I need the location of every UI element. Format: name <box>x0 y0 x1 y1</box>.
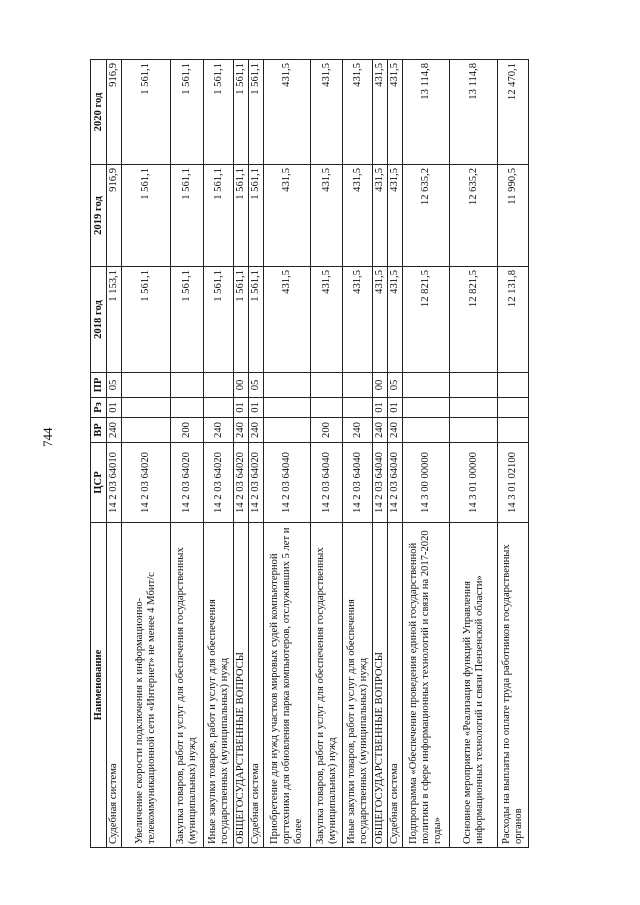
cell-2019: 12 635,2 <box>450 165 498 267</box>
cell-vr <box>450 418 498 443</box>
cell-pr <box>498 373 529 398</box>
cell-pr <box>171 373 204 398</box>
table-row <box>204 60 234 848</box>
cell-pr <box>343 373 373 398</box>
cell-vr: 240 <box>107 418 122 443</box>
cell-pr <box>264 373 311 398</box>
cell-2019: 11 990,5 <box>498 165 529 267</box>
cell-csr: 14 2 03 64040 <box>343 443 373 523</box>
cell-2020: 431,5 <box>373 60 388 165</box>
cell-pr: 05 <box>107 373 122 398</box>
table-row <box>122 60 171 848</box>
cell-rz <box>171 398 204 418</box>
table-row <box>450 60 498 848</box>
cell-rz <box>498 398 529 418</box>
cell-2020: 1 561,1 <box>122 60 171 165</box>
cell-rz: 01 <box>249 398 264 418</box>
cell-2020: 431,5 <box>388 60 403 165</box>
cell-name: Подпрограмма «Обеспечение проведения единой государственной политики в сфере информационных технологий и связи на 2017-2020 годы» <box>403 523 450 848</box>
cell-rz <box>264 398 311 418</box>
cell-2019: 431,5 <box>373 165 388 267</box>
cell-vr: 240 <box>204 418 234 443</box>
cell-vr: 200 <box>171 418 204 443</box>
table-row <box>403 60 450 848</box>
cell-csr: 14 2 03 64010 <box>107 443 122 523</box>
cell-name: Судебная система <box>249 523 264 848</box>
cell-csr: 14 2 03 64020 <box>171 443 204 523</box>
cell-vr <box>264 418 311 443</box>
cell-2018: 1 561,1 <box>122 267 171 373</box>
cell-csr: 14 2 03 64020 <box>234 443 249 523</box>
header-2018: 2018 год <box>91 267 107 373</box>
cell-rz <box>204 398 234 418</box>
header-2020: 2020 год <box>91 60 107 165</box>
table-row <box>264 60 311 848</box>
cell-2018: 431,5 <box>343 267 373 373</box>
cell-2020: 431,5 <box>311 60 343 165</box>
header-vr: ВР <box>91 418 107 443</box>
cell-name: ОБЩЕГОСУДАРСТВЕННЫЕ ВОПРОСЫ <box>373 523 388 848</box>
cell-2019: 12 635,2 <box>403 165 450 267</box>
cell-2018: 12 821,5 <box>403 267 450 373</box>
cell-2020: 431,5 <box>264 60 311 165</box>
cell-name: Иные закупки товаров, работ и услуг для обеспечения государственных (муниципальных) нужд <box>204 523 234 848</box>
cell-vr <box>403 418 450 443</box>
cell-csr: 14 2 03 64020 <box>122 443 171 523</box>
cell-pr <box>204 373 234 398</box>
table-row <box>171 60 204 848</box>
cell-2020: 12 470,1 <box>498 60 529 165</box>
cell-2019: 1 561,1 <box>122 165 171 267</box>
cell-name: Приобретение для нужд участков мировых судей компьютерной оргтехники для обновления парка компьютеров, отслуживших 5 лет и более <box>264 523 311 848</box>
cell-pr <box>450 373 498 398</box>
cell-name: Закупка товаров, работ и услуг для обеспечения государственных (муниципальных) нужд <box>311 523 343 848</box>
cell-vr: 200 <box>311 418 343 443</box>
cell-2019: 431,5 <box>264 165 311 267</box>
cell-rz <box>450 398 498 418</box>
cell-rz: 01 <box>107 398 122 418</box>
cell-csr: 14 3 00 00000 <box>403 443 450 523</box>
cell-2019: 431,5 <box>311 165 343 267</box>
cell-vr <box>498 418 529 443</box>
cell-2018: 431,5 <box>388 267 403 373</box>
cell-vr: 240 <box>373 418 388 443</box>
cell-2019: 431,5 <box>343 165 373 267</box>
cell-2019: 1 561,1 <box>171 165 204 267</box>
cell-2018: 431,5 <box>264 267 311 373</box>
cell-2020: 13 114,8 <box>450 60 498 165</box>
header-2019: 2019 год <box>91 165 107 267</box>
cell-2018: 431,5 <box>311 267 343 373</box>
cell-rz <box>122 398 171 418</box>
cell-rz <box>403 398 450 418</box>
cell-vr <box>122 418 171 443</box>
cell-csr: 14 3 01 00000 <box>450 443 498 523</box>
cell-rz: 01 <box>373 398 388 418</box>
cell-2020: 13 114,8 <box>403 60 450 165</box>
cell-pr: 05 <box>388 373 403 398</box>
cell-2020: 1 561,1 <box>234 60 249 165</box>
table-row <box>234 60 249 848</box>
table-header-row <box>91 60 107 848</box>
cell-rz: 01 <box>234 398 249 418</box>
table-row <box>498 60 529 848</box>
table-row <box>343 60 373 848</box>
cell-name: Расходы на выплаты по оплате труда работников государственных органов <box>498 523 529 848</box>
cell-2018: 12 131,8 <box>498 267 529 373</box>
cell-csr: 14 2 03 64020 <box>204 443 234 523</box>
cell-csr: 14 2 03 64040 <box>311 443 343 523</box>
cell-pr <box>122 373 171 398</box>
table-row <box>311 60 343 848</box>
cell-2018: 1 561,1 <box>234 267 249 373</box>
cell-2020: 1 561,1 <box>204 60 234 165</box>
cell-rz <box>343 398 373 418</box>
cell-2020: 1 561,1 <box>171 60 204 165</box>
header-pr: ПР <box>91 373 107 398</box>
cell-csr: 14 2 03 64020 <box>249 443 264 523</box>
table-row <box>249 60 264 848</box>
cell-name: ОБЩЕГОСУДАРСТВЕННЫЕ ВОПРОСЫ <box>234 523 249 848</box>
cell-2019: 431,5 <box>388 165 403 267</box>
cell-vr: 240 <box>249 418 264 443</box>
cell-vr: 240 <box>343 418 373 443</box>
cell-2018: 12 821,5 <box>450 267 498 373</box>
table-row <box>373 60 388 848</box>
cell-pr: 05 <box>249 373 264 398</box>
cell-name: Увеличение скорости подключения к информационно-телекоммуникационной сети «Интернет» не менее 4 Мбит/с <box>122 523 171 848</box>
cell-pr <box>403 373 450 398</box>
cell-rz <box>311 398 343 418</box>
cell-2020: 916,9 <box>107 60 122 165</box>
cell-pr <box>311 373 343 398</box>
table-body <box>107 60 529 848</box>
cell-csr: 14 2 03 64040 <box>388 443 403 523</box>
table-row <box>107 60 122 848</box>
cell-2019: 1 561,1 <box>249 165 264 267</box>
budget-table <box>90 59 529 848</box>
table-row <box>388 60 403 848</box>
cell-name: Судебная система <box>388 523 403 848</box>
cell-csr: 14 3 01 02100 <box>498 443 529 523</box>
cell-rz: 01 <box>388 398 403 418</box>
budget-table-container <box>90 60 524 848</box>
cell-vr: 240 <box>388 418 403 443</box>
cell-2018: 431,5 <box>373 267 388 373</box>
cell-pr: 00 <box>373 373 388 398</box>
cell-name: Основное мероприятие «Реализация функций Управления информационных технологий и связи Пензенской области» <box>450 523 498 848</box>
cell-csr: 14 2 03 64040 <box>264 443 311 523</box>
header-name: Наименование <box>91 523 107 848</box>
cell-name: Иные закупки товаров, работ и услуг для обеспечения государственных (муниципальных) нужд <box>343 523 373 848</box>
cell-2018: 1 561,1 <box>249 267 264 373</box>
cell-csr: 14 2 03 64040 <box>373 443 388 523</box>
cell-2019: 1 561,1 <box>204 165 234 267</box>
cell-2018: 1 561,1 <box>204 267 234 373</box>
header-rz: Рз <box>91 398 107 418</box>
cell-vr: 240 <box>234 418 249 443</box>
cell-2020: 431,5 <box>343 60 373 165</box>
page-number: 744 <box>40 427 55 447</box>
cell-2019: 1 561,1 <box>234 165 249 267</box>
cell-name: Судебная система <box>107 523 122 848</box>
cell-2018: 1 561,1 <box>171 267 204 373</box>
cell-pr: 00 <box>234 373 249 398</box>
cell-name: Закупка товаров, работ и услуг для обеспечения государственных (муниципальных) нужд <box>171 523 204 848</box>
cell-2019: 916,9 <box>107 165 122 267</box>
cell-2018: 1 153,1 <box>107 267 122 373</box>
header-csr: ЦСР <box>91 443 107 523</box>
cell-2020: 1 561,1 <box>249 60 264 165</box>
